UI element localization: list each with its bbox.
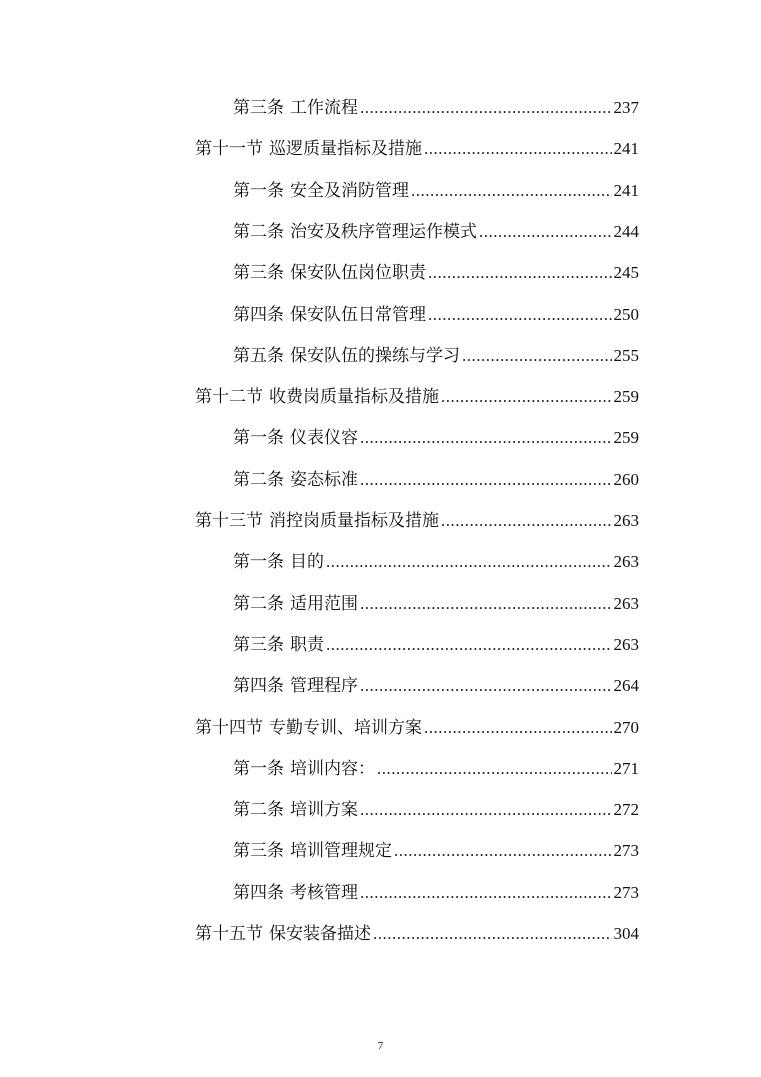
toc-entry-number: 第十四节 — [195, 717, 263, 738]
toc-entry-number: 第四条 — [233, 676, 284, 697]
toc-entry-number: 第十三节 — [195, 511, 263, 531]
toc-article-entry[interactable] — [233, 881, 639, 905]
toc-entry-text: 培训管理规定 — [290, 841, 392, 862]
toc-article-entry[interactable] — [233, 220, 639, 244]
toc-entry-text: 管理程序 — [290, 676, 358, 697]
toc-entry-text: 考核管理 — [290, 882, 358, 903]
toc-entry-text: 保安队伍的操练与学习 — [290, 345, 460, 366]
toc-entry-title — [233, 96, 358, 120]
toc-entry-title — [233, 674, 358, 698]
toc-entry-number: 第二条 — [233, 221, 284, 242]
toc-entry-text: 安全及消防管理 — [290, 180, 409, 201]
toc-article-entry[interactable] — [233, 757, 639, 781]
toc-article-entry[interactable] — [233, 468, 639, 492]
toc-dot-leader — [424, 716, 612, 740]
toc-article-entry[interactable] — [233, 426, 639, 450]
toc-entry-number: 第四条 — [233, 304, 284, 325]
toc-article-entry[interactable] — [233, 344, 639, 368]
toc-entry-number: 第一条 — [233, 180, 284, 201]
toc-entry-title — [233, 550, 324, 574]
toc-dot-leader — [360, 881, 612, 905]
toc-dot-leader — [360, 426, 612, 450]
toc-dot-leader — [360, 674, 612, 698]
toc-entry-number: 第二条 — [233, 800, 284, 821]
toc-page-number: 250 — [613, 304, 639, 324]
toc-entry-title — [195, 385, 439, 409]
toc-entry-title — [233, 426, 358, 450]
toc-entry-title — [233, 798, 358, 822]
toc-article-entry[interactable] — [233, 839, 639, 863]
toc-entry-title — [195, 137, 422, 161]
toc-page-number: 273 — [613, 882, 639, 902]
toc-page-number: 264 — [613, 676, 639, 696]
toc-entry-text: 职责 — [290, 634, 324, 655]
toc-entry-title — [233, 633, 324, 657]
toc-dot-leader — [411, 179, 612, 203]
toc-page-number: 271 — [613, 758, 639, 778]
toc-page-number: 259 — [613, 387, 639, 407]
toc-page-number: 260 — [613, 469, 639, 489]
toc-entry-title — [233, 757, 375, 781]
toc-page-number: 237 — [613, 98, 639, 117]
toc-article-entry[interactable] — [233, 592, 639, 616]
toc-entry-text: 工作流程 — [290, 98, 358, 118]
toc-entry-number: 第十二节 — [195, 387, 263, 408]
toc-entry-title — [233, 468, 358, 492]
toc-entry-number: 第一条 — [233, 428, 284, 449]
toc-page-number: 263 — [613, 593, 639, 613]
toc-entry-number: 第三条 — [233, 634, 284, 655]
toc-entry-text: 专勤专训、培训方案 — [269, 717, 422, 738]
toc-entry-text: 保安队伍岗位职责 — [290, 263, 426, 284]
toc-entry-number: 第二条 — [233, 469, 284, 490]
toc-article-entry[interactable] — [233, 798, 639, 822]
toc-section-entry[interactable] — [195, 922, 639, 946]
toc-entry-title — [233, 839, 392, 863]
toc-entry-title — [233, 179, 409, 203]
toc-dot-leader — [428, 303, 612, 327]
toc-section-entry[interactable] — [195, 385, 639, 409]
toc-page-number: 273 — [613, 841, 639, 861]
toc-page-number: 244 — [613, 221, 639, 241]
toc-entry-text: 保安队伍日常管理 — [290, 304, 426, 325]
toc-dot-leader — [428, 261, 612, 285]
toc-entry-number: 第三条 — [233, 263, 284, 284]
toc-entry-title — [233, 344, 460, 368]
toc-entry-text: 仪表仪容 — [290, 428, 358, 449]
toc-dot-leader — [360, 468, 612, 492]
toc-article-entry[interactable] — [233, 303, 639, 327]
toc-dot-leader — [326, 633, 612, 657]
toc-entry-title — [233, 220, 477, 244]
toc-section-entry[interactable] — [195, 509, 639, 533]
toc-entry-title — [195, 716, 422, 740]
toc-entry-number: 第十一节 — [195, 139, 263, 160]
toc-entry-number: 第二条 — [233, 593, 284, 614]
toc-page-number: 259 — [613, 428, 639, 448]
toc-entry-number: 第五条 — [233, 345, 284, 366]
toc-article-entry[interactable] — [233, 261, 639, 285]
toc-entry-title — [195, 922, 371, 946]
toc-entry-text: 姿态标准 — [290, 469, 358, 490]
toc-page-number: 241 — [613, 139, 639, 159]
toc-page-number: 245 — [613, 263, 639, 283]
toc-entry-number: 第一条 — [233, 758, 284, 779]
toc-entry-text: 保安装备描述 — [269, 924, 371, 944]
toc-entry-text: 培训内容： — [290, 758, 375, 779]
toc-dot-leader — [377, 757, 612, 781]
toc-entry-title — [233, 592, 358, 616]
toc-dot-leader — [441, 509, 612, 533]
toc-entry-text: 目的 — [290, 552, 324, 573]
toc-entry-number: 第四条 — [233, 882, 284, 903]
toc-article-entry[interactable] — [233, 633, 639, 657]
toc-article-entry[interactable] — [233, 674, 639, 698]
toc-entry-title — [195, 509, 439, 533]
toc-page-number: 263 — [613, 552, 639, 572]
toc-entry-number: 第三条 — [233, 98, 284, 118]
toc-dot-leader — [360, 592, 612, 616]
toc-entry-number: 第一条 — [233, 552, 284, 573]
toc-entry-title — [233, 261, 426, 285]
toc-section-entry[interactable] — [195, 716, 639, 740]
toc-article-entry[interactable] — [233, 96, 639, 120]
toc-dot-leader — [360, 798, 612, 822]
toc-entry-text: 培训方案 — [290, 800, 358, 821]
toc-dot-leader — [424, 137, 612, 161]
toc-entry-title — [233, 303, 426, 327]
toc-article-entry[interactable] — [233, 550, 639, 574]
toc-page-number: 263 — [613, 511, 639, 530]
toc-page-number: 241 — [613, 180, 639, 200]
toc-entry-text: 消控岗质量指标及措施 — [269, 511, 439, 531]
toc-entry-number: 第三条 — [233, 841, 284, 862]
page-number: 7 — [377, 1040, 384, 1052]
toc-page-number: 263 — [613, 634, 639, 654]
toc-dot-leader — [326, 550, 612, 574]
toc-entry-text: 巡逻质量指标及措施 — [269, 139, 422, 160]
toc-page-number: 304 — [613, 924, 639, 943]
toc-dot-leader — [360, 96, 612, 120]
toc-dot-leader — [394, 839, 612, 863]
toc-dot-leader — [373, 922, 612, 946]
toc-entry-title — [233, 881, 358, 905]
toc-entry-text: 适用范围 — [290, 593, 358, 614]
toc-page-number: 272 — [613, 800, 639, 820]
toc-article-entry[interactable] — [233, 179, 639, 203]
toc-dot-leader — [441, 385, 612, 409]
toc-dot-leader — [479, 220, 612, 244]
toc-page-number: 270 — [613, 717, 639, 737]
toc-section-entry[interactable] — [195, 137, 639, 161]
toc-entry-text: 治安及秩序管理运作模式 — [290, 221, 477, 242]
toc-page-number: 255 — [613, 345, 639, 365]
toc-entry-text: 收费岗质量指标及措施 — [269, 387, 439, 408]
toc-entry-number: 第十五节 — [195, 924, 263, 944]
toc-dot-leader — [462, 344, 612, 368]
